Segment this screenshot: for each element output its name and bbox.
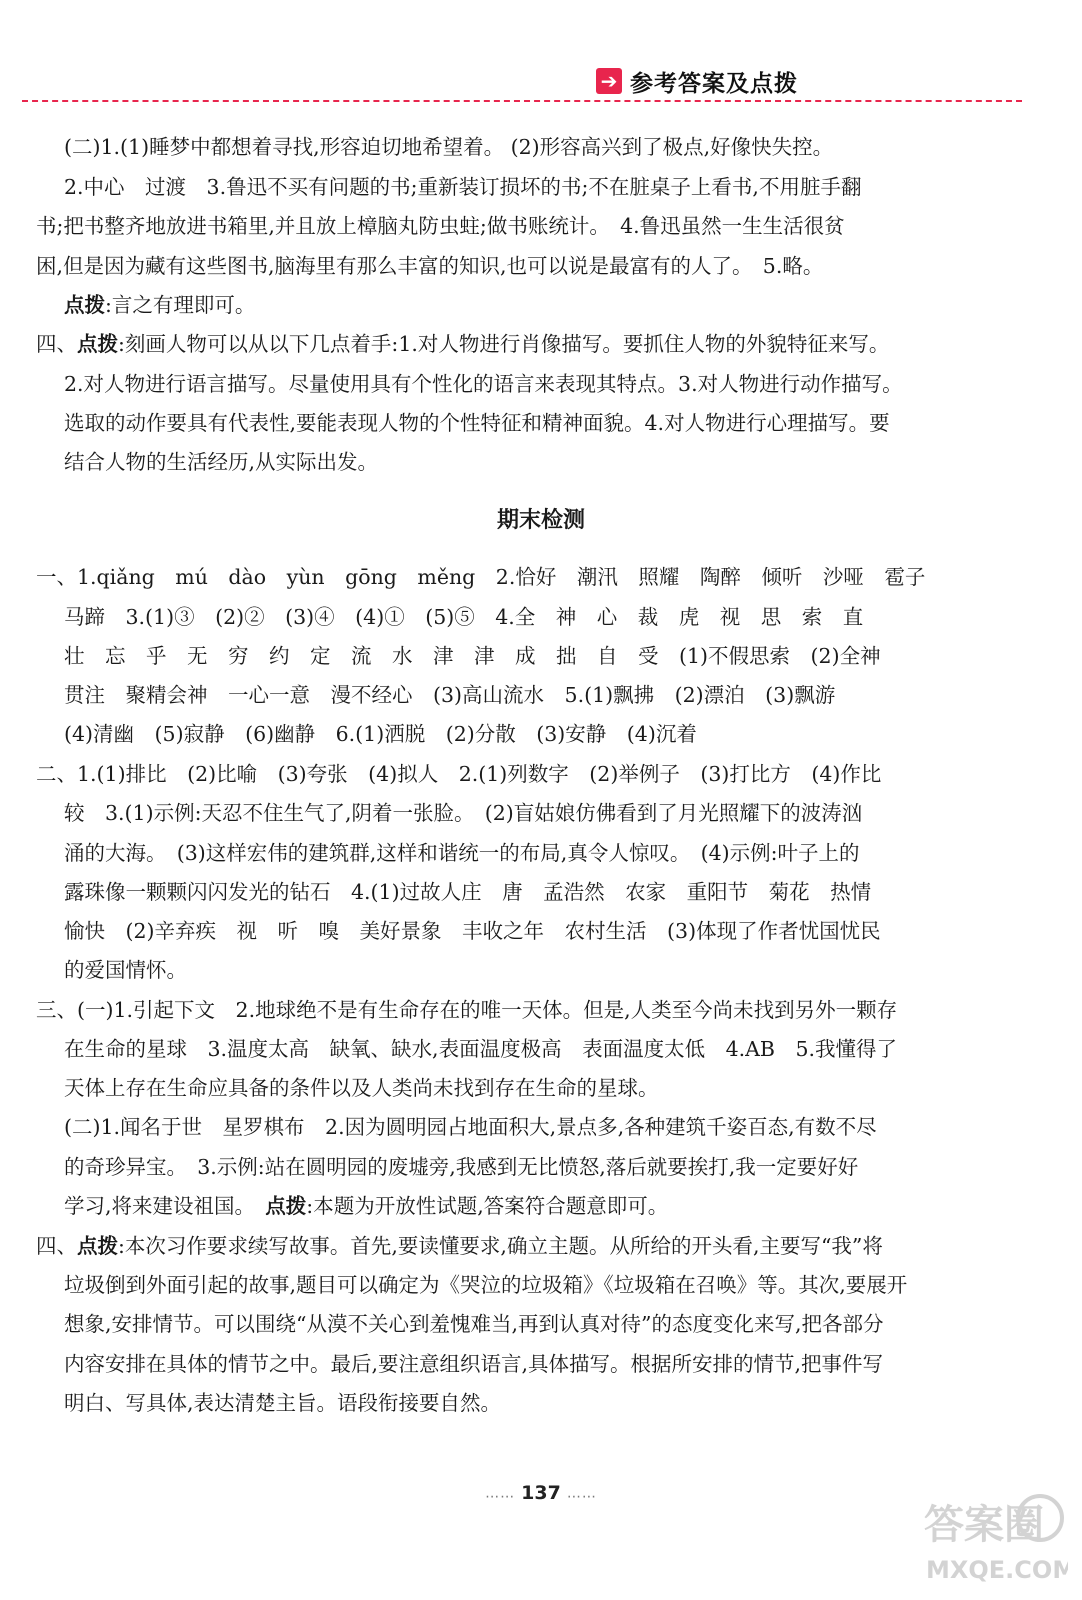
- section-title: 期末检测: [496, 507, 585, 533]
- arrow-right-icon: ➔: [596, 68, 622, 94]
- text-line: 想象,安排情节。可以围绕“从漠不关心到羞愧难当,再到认真对待”的态度变化来写,把各部分: [64, 1312, 884, 1336]
- text-line: 涌的大海。 (3)这样宏伟的建筑群,这样和谐统一的布局,真令人惊叹。 (4)示例:叶子上的: [64, 841, 860, 865]
- text-line: 贯注 聚精会神 一心一意 漫不经心 (3)高山流水 5.(1)飘拂 (2)漂泊 (3)飘游: [64, 683, 836, 707]
- page-header: [0, 0, 1082, 110]
- watermark-url: MXQE.COM: [926, 1556, 1068, 1584]
- text-line: 马蹄 3.(1)③ (2)② (3)④ (4)① (5)⑤ 4.全 神 心 裁 虎 视 思 索 直: [64, 605, 864, 629]
- text-line: 2.对人物进行语言描写。尽量使用具有个性化的语言来表现其特点。3.对人物进行动作描写。: [64, 372, 903, 396]
- header-divider: [22, 100, 1022, 102]
- text-line: 的爱国情怀。: [64, 958, 187, 982]
- footer-dots-right: ……: [566, 1485, 597, 1502]
- text-line: 愉快 (2)辛弃疾 视 听 嗅 美好景象 丰收之年 农村生活 (3)体现了作者忧国忧民: [64, 919, 881, 943]
- text-line: 书;把书整齐地放进书箱里,并且放上樟脑丸防虫蛀;做书账统计。 4.鲁迅虽然一生生活很贫: [36, 214, 845, 238]
- text-line: 点拨:言之有理即可。: [64, 293, 256, 317]
- text-line: 四、点拨:刻画人物可以从以下几点着手:1.对人物进行肖像描写。要抓住人物的外貌特征来写。: [36, 332, 890, 356]
- text-line: 垃圾倒到外面引起的故事,题目可以确定为《哭泣的垃圾箱》《垃圾箱在召唤》等。其次,要展开: [64, 1273, 908, 1297]
- text-line: 四、点拨:本次习作要求续写故事。首先,要读懂要求,确立主题。从所给的开头看,主要写“我”将: [36, 1234, 883, 1258]
- text-line: 一、1.qiǎng mú dào yùn gōng měng 2.恰好 潮汛 照耀 陶醉 倾听 沙哑 雹子: [36, 565, 926, 589]
- text-line: 的奇珍异宝。 3.示例:站在圆明园的废墟旁,我感到无比愤怒,落后就要挨打,我一定要好好: [64, 1155, 859, 1179]
- text-line: 2.中心 过渡 3.鲁迅不买有问题的书;重新装订损坏的书;不在脏桌子上看书,不用脏手翻: [64, 175, 862, 199]
- text-line: (4)清幽 (5)寂静 (6)幽静 6.(1)洒脱 (2)分散 (3)安静 (4)沉着: [64, 722, 697, 746]
- text-line: (二)1.(1)睡梦中都想着寻找,形容迫切地希望着。 (2)形容高兴到了极点,好像快失控。: [64, 135, 834, 159]
- text-line: 在生命的星球 3.温度太高 缺氧、缺水,表面温度极高 表面温度太低 4.AB 5.我懂得了: [64, 1037, 898, 1061]
- text-line: 学习,将来建设祖国。 点拨:本题为开放性试题,答案符合题意即可。: [64, 1194, 669, 1218]
- header-title: 参考答案及点拨: [630, 71, 798, 97]
- page-number: 137: [521, 1482, 561, 1504]
- text-line: (二)1.闻名于世 星罗棋布 2.因为圆明园占地面积大,景点多,各种建筑千姿百态,有数不尽: [64, 1115, 877, 1139]
- text-line: 三、(一)1.引起下文 2.地球绝不是有生命存在的唯一天体。但是,人类至今尚未找到另外一颗存: [36, 998, 898, 1022]
- text-line: 结合人物的生活经历,从实际出发。: [64, 450, 379, 474]
- text-line: 明白、写具体,表达清楚主旨。语段衔接要自然。: [64, 1391, 502, 1415]
- text-line: 较 3.(1)示例:天忍不住生气了,阴着一张脸。 (2)盲姑娘仿佛看到了月光照耀下的波涛汹: [64, 801, 863, 825]
- text-line: 困,但是因为藏有这些图书,脑海里有那么丰富的知识,也可以说是最富有的人了。 5.略。: [36, 254, 824, 278]
- text-line: 选取的动作要具有代表性,要能表现人物的个性特征和精神面貌。4.对人物进行心理描写。要: [64, 411, 890, 435]
- text-line: 露珠像一颗颗闪闪发光的钻石 4.(1)过故人庄 唐 孟浩然 农家 重阳节 菊花 热情: [64, 880, 872, 904]
- watermark-text: 答案圈: [924, 1502, 1044, 1548]
- text-line: 二、1.(1)排比 (2)比喻 (3)夸张 (4)拟人 2.(1)列数字 (2)举例子 (3)打比方 (4)作比: [36, 762, 882, 786]
- text-line: 内容安排在具体的情节之中。最后,要注意组织语言,具体描写。根据所安排的情节,把事件写: [64, 1352, 884, 1376]
- watermark-logo: [918, 1490, 1068, 1590]
- footer-dots-left: ……: [485, 1485, 516, 1502]
- text-line: 壮 忘 乎 无 穷 约 定 流 水 津 津 成 拙 自 受 (1)不假思索 (2)全神: [64, 644, 881, 668]
- text-line: 天体上存在生命应具备的条件以及人类尚未找到存在生命的星球。: [64, 1076, 659, 1100]
